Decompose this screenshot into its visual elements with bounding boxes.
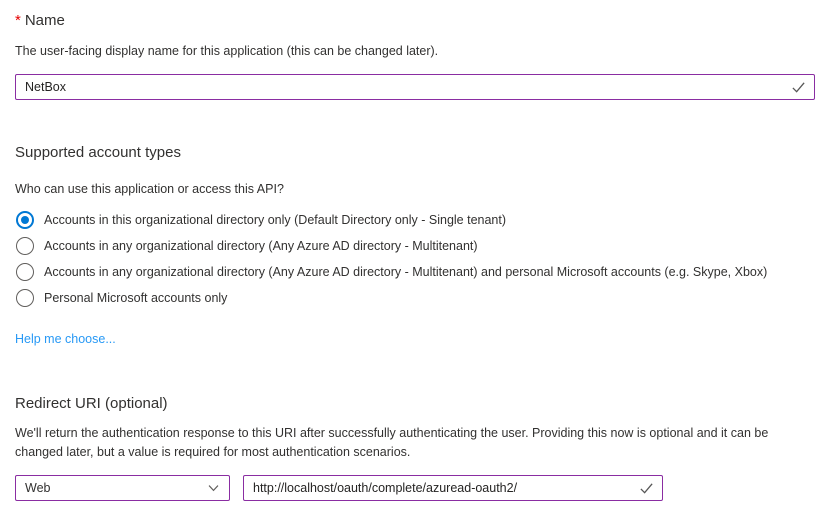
name-description: The user-facing display name for this application (this can be changed later). [15, 44, 439, 58]
redirect-uri-description: We'll return the authentication response to this URI after successfully authenticating the user. Providing this now is optional and it can be changed later, but a value is required for most authentication scenarios. [15, 426, 769, 459]
radio-button-icon[interactable] [16, 237, 34, 255]
platform-select-dropdown[interactable] [15, 475, 230, 501]
name-input[interactable] [15, 74, 815, 100]
account-types-question: Who can use this application or access this API? [15, 182, 284, 196]
radio-button-icon[interactable] [16, 289, 34, 307]
redirect-uri-title: Redirect URI (optional) [15, 395, 168, 412]
platform-select-value: Web [25, 481, 51, 495]
redirect-uri-input[interactable] [243, 475, 663, 501]
radio-option-label: Accounts in any organizational directory (Any Azure AD directory - Multitenant) [44, 239, 478, 253]
chevron-down-icon [207, 482, 220, 495]
radio-option-label: Personal Microsoft accounts only [44, 291, 228, 305]
name-section-title [15, 10, 814, 32]
redirect-uri-row [15, 475, 814, 501]
radio-option-multitenant[interactable] [15, 233, 814, 259]
radio-option-personal-only[interactable] [15, 285, 814, 311]
help-me-choose-link[interactable]: Help me choose... [15, 332, 116, 346]
radio-option-label: Accounts in this organizational directory only (Default Directory only - Single tenant) [44, 213, 507, 227]
radio-option-multitenant-personal[interactable] [15, 259, 814, 285]
account-types-title: Supported account types [15, 144, 181, 161]
account-types-radio-group [15, 207, 814, 311]
name-input-container [15, 74, 815, 100]
radio-option-label: Accounts in any organizational directory (Any Azure AD directory - Multitenant) and personal Microsoft accounts (e.g. Skype, Xbox) [44, 265, 768, 279]
name-label: Name [24, 12, 65, 29]
radio-option-single-tenant[interactable] [15, 207, 814, 233]
radio-button-icon[interactable] [16, 211, 34, 229]
redirect-uri-input-container [243, 475, 663, 501]
radio-button-icon[interactable] [16, 263, 34, 281]
required-asterisk: * [15, 12, 21, 29]
